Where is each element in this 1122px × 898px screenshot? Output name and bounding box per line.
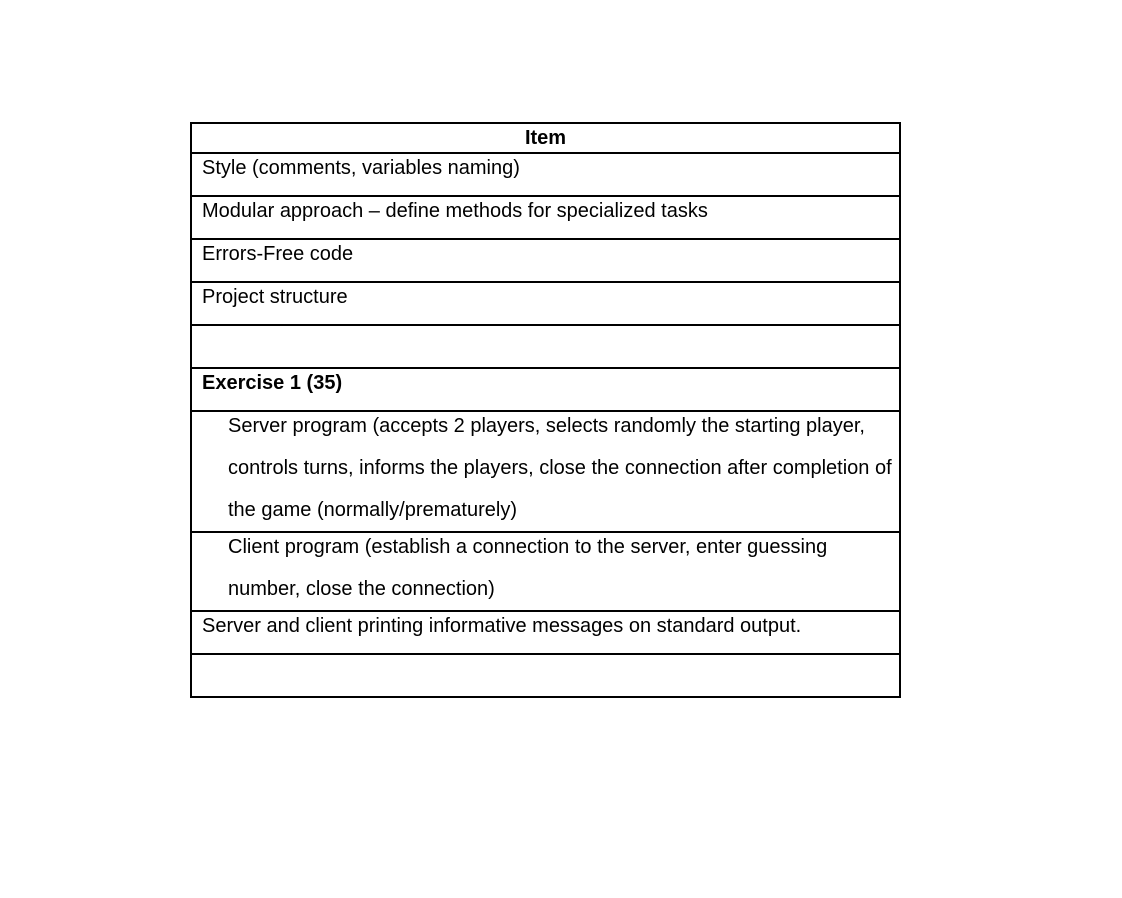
table-row-empty <box>191 325 900 368</box>
column-header-item: Item <box>191 123 900 153</box>
table-cell <box>191 196 900 239</box>
table-cell <box>191 153 900 196</box>
row-text: Errors-Free code <box>202 243 354 265</box>
row-text: Project structure <box>202 286 348 308</box>
table-row <box>191 196 900 239</box>
table-cell <box>191 411 900 532</box>
table-cell <box>191 239 900 282</box>
table-cell <box>191 532 900 611</box>
section-heading-text: Exercise 1 (35) <box>202 372 343 394</box>
row-text: Style (comments, variables naming) <box>202 157 520 179</box>
table-row <box>191 611 900 654</box>
table-row <box>191 282 900 325</box>
table-row <box>191 153 900 196</box>
table-row-empty <box>191 654 900 697</box>
subitem-text: Client program (establish a connection to the server, enter guessing number, close the connection) <box>228 536 828 600</box>
table-row-subitem <box>191 411 900 532</box>
table-cell <box>191 325 900 368</box>
row-text: Modular approach – define methods for specialized tasks <box>202 200 708 222</box>
table-row <box>191 239 900 282</box>
table-cell <box>191 282 900 325</box>
table-row-subitem <box>191 532 900 611</box>
rubric-table <box>190 122 901 698</box>
subitem-text: Server program (accepts 2 players, selects randomly the starting player, controls turns, informs the players, close the connection after completion of the game (normally/prematurely) <box>228 415 892 521</box>
table-header-row <box>191 123 900 153</box>
row-text: Server and client printing informative messages on standard output. <box>202 615 802 637</box>
table-cell <box>191 611 900 654</box>
table-cell <box>191 654 900 697</box>
